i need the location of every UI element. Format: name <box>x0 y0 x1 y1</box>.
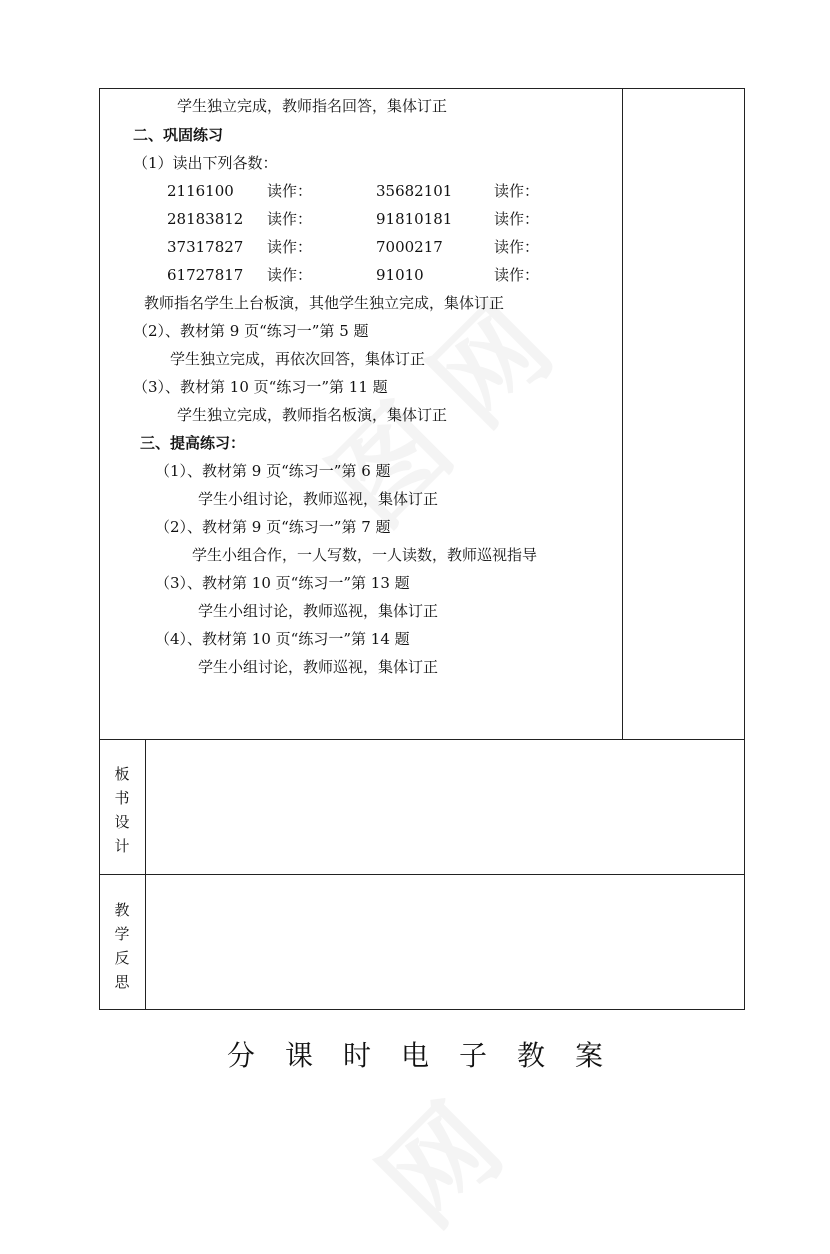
section2-title: 二、巩固练习 <box>133 126 224 144</box>
section3-q: （2）、教材第 9 页“练习一”第 7 题 <box>155 518 391 536</box>
board-design-label: 板 书 设 计 <box>114 765 130 855</box>
section2-q2: （2）、教材第 9 页“练习一”第 5 题 <box>133 322 369 340</box>
number-a: 2116100 <box>167 182 234 200</box>
read-label: 读作： <box>267 266 313 284</box>
section2-q3: （3）、教材第 10 页“练习一”第 11 题 <box>133 378 388 396</box>
section3-note: 学生小组讨论，教师巡视，集体订正 <box>198 658 439 676</box>
read-label: 读作： <box>267 210 313 228</box>
section2-q3-note: 学生独立完成，教师指名板演，集体订正 <box>177 406 448 424</box>
section3-note: 学生小组讨论，教师巡视，集体订正 <box>198 602 439 620</box>
read-label: 读作： <box>494 210 540 228</box>
watermark <box>340 1064 530 1254</box>
section2-q2-note: 学生独立完成，再依次回答，集体订正 <box>170 350 426 368</box>
section2-q1-note: 教师指名学生上台板演，其他学生独立完成，集体订正 <box>144 294 505 312</box>
read-label: 读作： <box>267 182 313 200</box>
read-label: 读作： <box>494 238 540 256</box>
section3-note: 学生小组讨论，教师巡视，集体订正 <box>198 490 439 508</box>
section3-q: （3）、教材第 10 页“练习一”第 13 题 <box>155 574 410 592</box>
right-column-divider <box>622 88 623 740</box>
read-label: 读作： <box>494 266 540 284</box>
number-b: 7000217 <box>376 238 443 256</box>
section2-q1: （1）读出下列各数： <box>133 154 278 172</box>
number-a: 37317827 <box>167 238 244 256</box>
board-design-divider <box>145 739 146 875</box>
page-title: 分课时电子教案 <box>226 1039 633 1072</box>
teaching-reflection-label: 教 学 反 思 <box>114 901 130 991</box>
read-label: 读作： <box>267 238 313 256</box>
number-b: 35682101 <box>376 182 453 200</box>
section3-q: （1）、教材第 9 页“练习一”第 6 题 <box>155 462 391 480</box>
intro-line: 学生独立完成，教师指名回答，集体订正 <box>177 97 448 115</box>
section3-q: （4）、教材第 10 页“练习一”第 14 题 <box>155 630 410 648</box>
reflection-divider <box>145 874 146 1010</box>
teaching-reflection-row <box>99 874 745 1010</box>
read-label: 读作： <box>494 182 540 200</box>
board-design-row <box>99 739 745 875</box>
number-a: 28183812 <box>167 210 244 228</box>
number-b: 91010 <box>376 266 424 284</box>
number-a: 61727817 <box>167 266 244 284</box>
number-b: 91810181 <box>376 210 453 228</box>
section3-note: 学生小组合作，一人写数，一人读数，教师巡视指导 <box>192 546 538 564</box>
section3-title: 三、提高练习： <box>140 434 246 452</box>
